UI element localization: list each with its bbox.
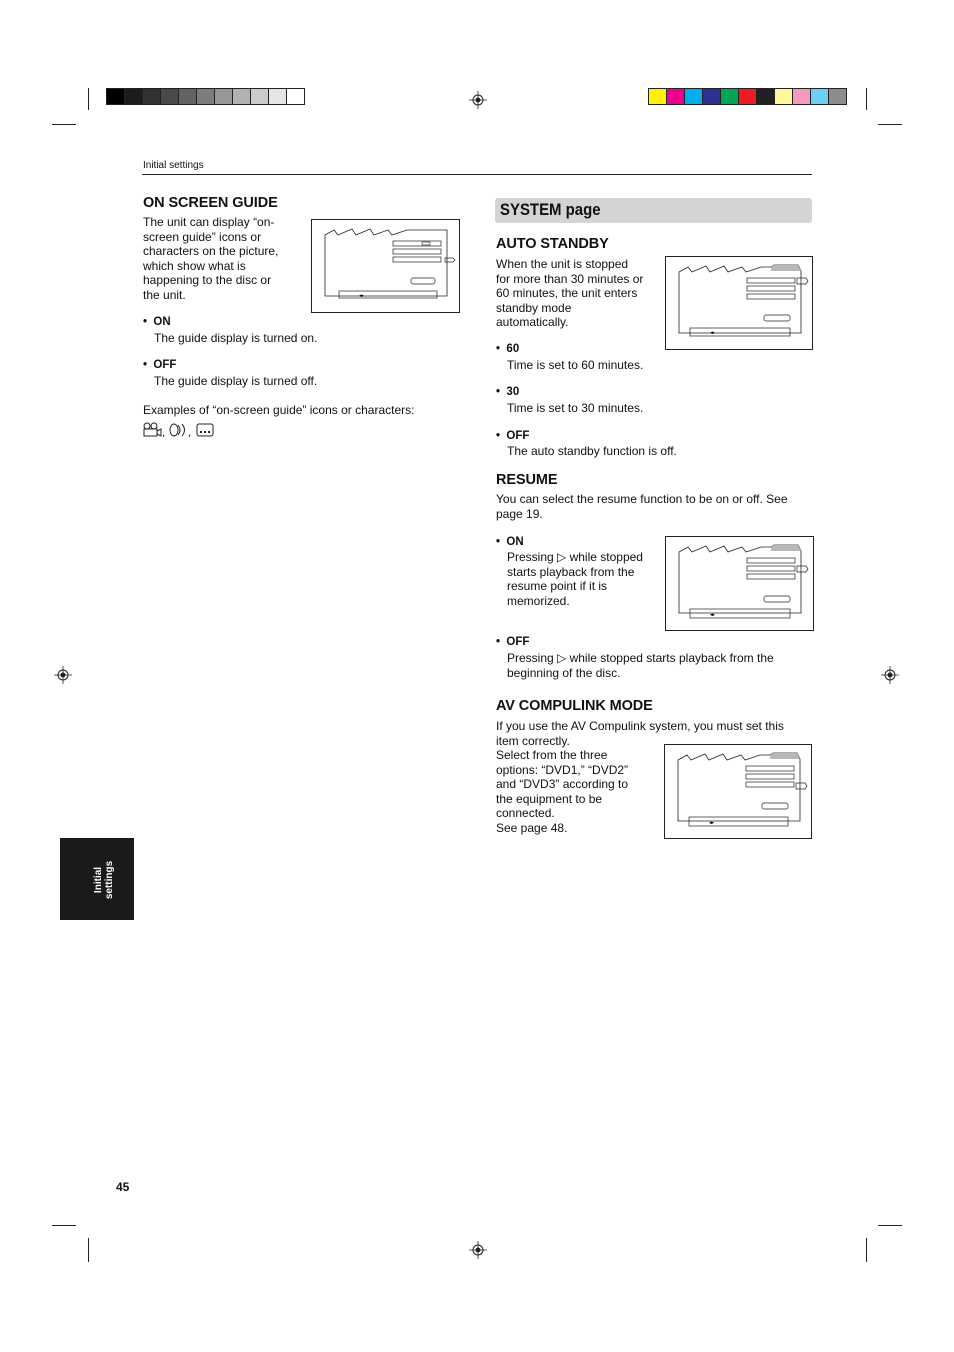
section-heading-on-screen-guide: ON SCREEN GUIDE bbox=[143, 195, 278, 211]
registration-mark-icon bbox=[469, 91, 487, 109]
option-off-label: • OFF bbox=[143, 359, 177, 371]
color-swatch bbox=[106, 88, 125, 105]
crop-mark bbox=[866, 1238, 867, 1262]
option-off-description: The guide display is turned off. bbox=[154, 374, 318, 388]
color-swatch bbox=[250, 88, 269, 105]
color-swatch bbox=[810, 88, 829, 105]
crop-mark bbox=[88, 88, 89, 110]
svg-text:◂▸: ◂▸ bbox=[710, 330, 716, 336]
header-rule bbox=[142, 174, 812, 175]
guide-icons-example bbox=[142, 421, 216, 439]
side-tab-label: Initial settings bbox=[93, 860, 115, 900]
color-swatch bbox=[756, 88, 775, 105]
color-swatch bbox=[160, 88, 179, 105]
crop-mark bbox=[52, 124, 76, 125]
examples-text: Examples of “on-screen guide” icons or characters: bbox=[143, 403, 415, 417]
option-30-description: Time is set to 30 minutes. bbox=[507, 401, 644, 415]
color-swatch bbox=[828, 88, 847, 105]
color-swatch bbox=[124, 88, 143, 105]
crop-mark bbox=[52, 1225, 76, 1226]
svg-text:,: , bbox=[188, 428, 192, 439]
svg-text:◂▸: ◂▸ bbox=[709, 820, 715, 826]
option-on-label: • ON bbox=[143, 316, 171, 328]
crop-mark bbox=[866, 88, 867, 110]
option-off-description: The auto standby function is off. bbox=[507, 444, 677, 458]
av-compulink-description: If you use the AV Compulink system, you must set this item correctly. Select from the three options: “DVD1,” “DVD2” and “DVD3” according to the equipment to be connected. See page 48. bbox=[496, 719, 784, 835]
system-menu-screen-illustration bbox=[311, 219, 460, 313]
resume-description: You can select the resume function to be on or off. See page 19. bbox=[496, 492, 788, 521]
color-swatch bbox=[232, 88, 251, 105]
crop-mark bbox=[878, 124, 902, 125]
section-heading-auto-standby: AUTO STANDBY bbox=[496, 236, 609, 252]
color-swatch bbox=[684, 88, 703, 105]
color-swatch bbox=[268, 88, 287, 105]
color-swatch bbox=[648, 88, 667, 105]
page-title: SYSTEM page bbox=[500, 200, 601, 219]
section-heading-resume: RESUME bbox=[496, 472, 558, 488]
system-menu-screen-illustration bbox=[664, 744, 812, 839]
system-menu-screen-illustration bbox=[665, 536, 814, 631]
on-screen-guide-description: The unit can display “on- screen guide” icons or characters on the picture, which show what is happening to the disc or the unit. bbox=[143, 215, 279, 302]
option-on-description: The guide display is turned on. bbox=[154, 331, 318, 345]
registration-mark-icon bbox=[469, 1241, 487, 1259]
color-swatch bbox=[178, 88, 197, 105]
option-60-description: Time is set to 60 minutes. bbox=[507, 358, 644, 372]
registration-mark-icon bbox=[881, 666, 899, 684]
option-30-label: • 30 bbox=[496, 386, 520, 398]
svg-text:◂▸: ◂▸ bbox=[359, 293, 365, 299]
color-swatch bbox=[214, 88, 233, 105]
option-off-description: Pressing ▷ while stopped starts playback from the beginning of the disc. bbox=[507, 651, 774, 680]
auto-standby-description: When the unit is stopped for more than 30 minutes or 60 minutes, the unit enters standby mode automatically. bbox=[496, 257, 644, 329]
color-swatch bbox=[774, 88, 793, 105]
registration-mark-icon bbox=[54, 666, 72, 684]
color-swatch bbox=[702, 88, 721, 105]
color-swatch bbox=[286, 88, 305, 105]
option-on-label: • ON bbox=[496, 536, 524, 548]
color-swatch bbox=[720, 88, 739, 105]
option-on-description: Pressing ▷ while stopped starts playback from the resume point if it is memorized. bbox=[507, 550, 643, 608]
subtitle-icon bbox=[197, 424, 213, 436]
running-header: Initial settings bbox=[143, 160, 204, 171]
crop-mark bbox=[88, 1238, 89, 1262]
svg-text:◂▸: ◂▸ bbox=[710, 612, 716, 618]
option-60-label: • 60 bbox=[496, 343, 520, 355]
crop-mark bbox=[878, 1225, 902, 1226]
svg-text:,: , bbox=[162, 428, 166, 439]
camera-angle-icon bbox=[144, 423, 161, 436]
option-off-label: • OFF bbox=[496, 636, 530, 648]
audio-language-icon bbox=[170, 424, 185, 436]
color-swatch bbox=[792, 88, 811, 105]
section-heading-av-compulink-mode: AV COMPULINK MODE bbox=[496, 698, 653, 714]
color-swatch bbox=[666, 88, 685, 105]
page-number: 45 bbox=[116, 1180, 130, 1194]
system-menu-screen-illustration bbox=[665, 256, 813, 350]
color-swatch bbox=[738, 88, 757, 105]
option-off-label: • OFF bbox=[496, 430, 530, 442]
color-swatch bbox=[142, 88, 161, 105]
color-swatch bbox=[196, 88, 215, 105]
